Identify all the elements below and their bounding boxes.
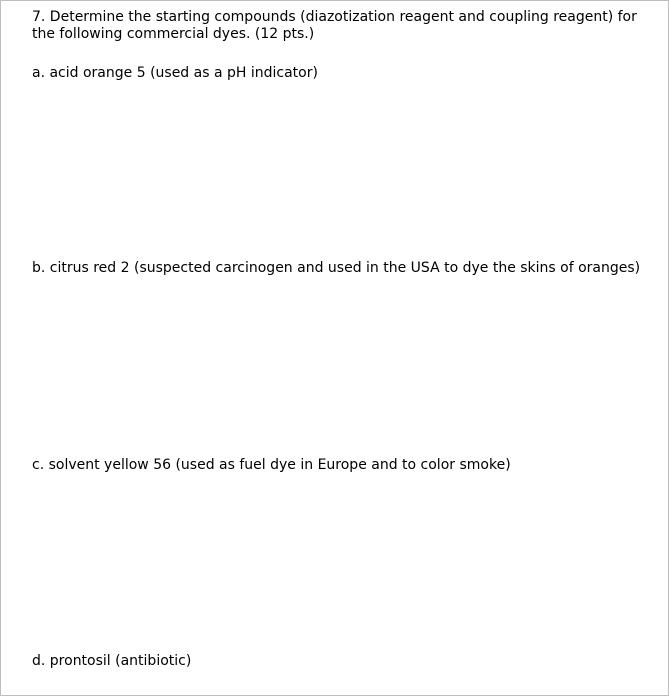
question-prompt: 7. Determine the starting compounds (diazotization reagent and coupling reagent) for the following commercial dyes. (12 pts.)	[32, 9, 637, 42]
part-b-label: b. citrus red 2 (suspected carcinogen and used in the USA to dye the skins of oranges)	[32, 260, 641, 276]
part-c-label: c. solvent yellow 56 (used as fuel dye in Europe and to color smoke)	[32, 457, 511, 473]
part-a-label: a. acid orange 5 (used as a pH indicator)	[32, 65, 318, 81]
part-d-label: d. prontosil (antibiotic)	[32, 653, 192, 669]
